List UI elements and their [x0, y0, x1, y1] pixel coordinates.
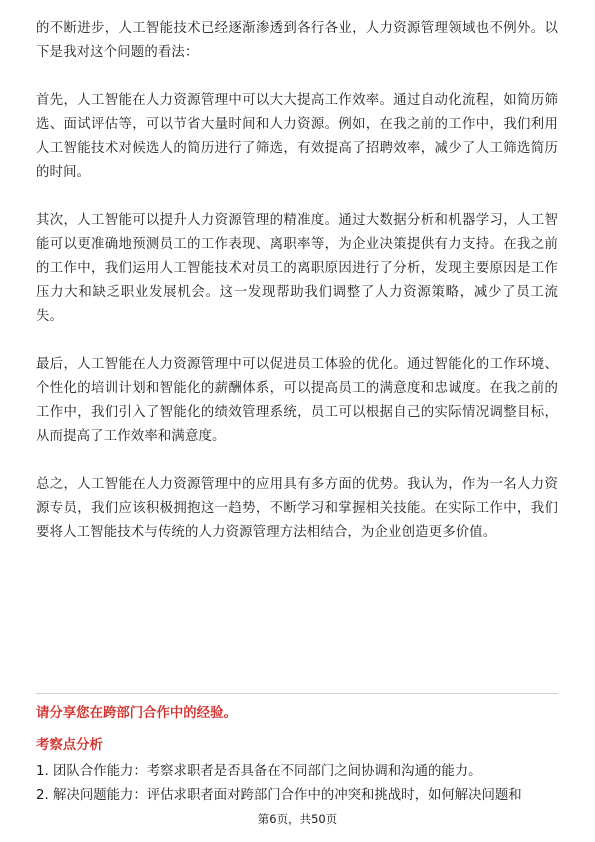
paragraph-gap [36, 449, 558, 473]
analysis-list [36, 760, 558, 808]
paragraph-last: 最后，人工智能在人力资源管理中可以促进员工体验的优化。通过智能化的工作环境、个性化的培训计划和智能化的薪酬体系，可以提高员工的满意度和忠诚度。在我之前的工作中，我们引入了智能化的绩效管理系统，员工可以根据自己的实际情况调整目标，从而提高了工作效率和满意度。 [36, 357, 558, 444]
paragraph-conclusion: 总之，人工智能在人力资源管理中的应用具有多方面的优势。我认为，作为一名人力资源专员，我们应该积极拥抱这一趋势，不断学习和掌握相关技能。在实际工作中，我们要将人工智能技术与传统的人力资源管理方法相结合，为企业创造更多价值。 [36, 477, 558, 540]
page-number: 第6页，共50页 [257, 812, 338, 826]
section-divider [36, 693, 558, 694]
list-item: 1. 团队合作能力：考察求职者是否具备在不同部门之间协调和沟通的能力。 [36, 764, 482, 779]
paragraph-gap [36, 329, 558, 353]
question-heading: 请分享您在跨部门合作中的经验。 [36, 706, 237, 721]
answer-body [36, 17, 558, 545]
paragraph-intro: 的不断进步，人工智能技术已经逐渐渗透到各行各业，人力资源管理领域也不例外。以下是我对这个问题的看法： [36, 21, 558, 60]
paragraph-first: 首先，人工智能在人力资源管理中可以大大提高工作效率。通过自动化流程，如简历筛选、面试评估等，可以节省大量时间和人力资源。例如，在我之前的工作中，我们利用人工智能技术对候选人的简历进行了筛选，有效提高了招聘效率，减少了人工筛选简历的时间。 [36, 93, 558, 180]
list-item: 2. 解决问题能力：评估求职者面对跨部门合作中的冲突和挑战时，如何解决问题和 [36, 788, 522, 803]
analysis-heading: 考察点分析 [36, 738, 103, 753]
paragraph-gap [36, 185, 558, 209]
paragraph-second: 其次，人工智能可以提升人力资源管理的精准度。通过大数据分析和机器学习，人工智能可以更准确地预测员工的工作表现、离职率等，为企业决策提供有力支持。在我之前的工作中，我们运用人工智能技术对员工的离职原因进行了分析，发现主要原因是工作压力大和缺乏职业发展机会。这一发现帮助我们调整了人力资源策略，减少了员工流失。 [36, 213, 558, 324]
paragraph-gap [36, 65, 558, 89]
